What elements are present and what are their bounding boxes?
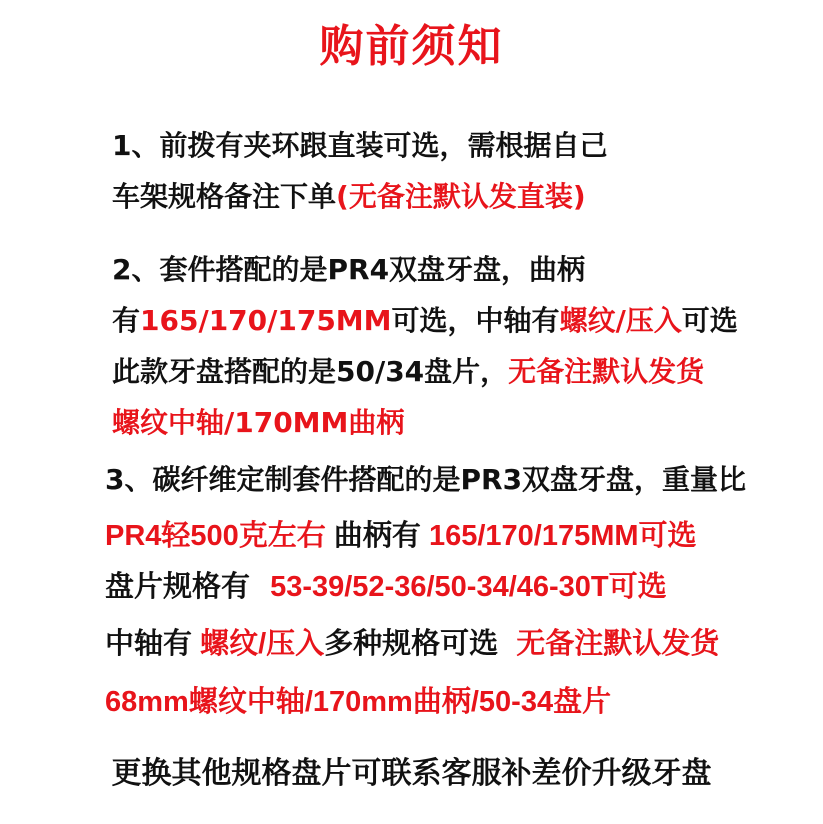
section3-line5: 68mm螺纹中轴/170mm曲柄/50-34盘片: [105, 686, 612, 718]
section1-line2-red: (无备注默认发直装): [336, 180, 586, 213]
section3-bb-types: 螺纹/压入: [200, 628, 325, 660]
section3-line3: [105, 567, 667, 607]
section1-line2-black: 车架规格备注下单: [112, 180, 337, 213]
section3-line4-c: 多种规格可选: [324, 628, 499, 660]
section2-line2-e: 可选: [681, 304, 738, 337]
section3-line2: [105, 516, 697, 556]
section1-line2: [112, 177, 586, 217]
section2-bb-types: 螺纹/压入: [559, 304, 682, 337]
section2-line2: [112, 301, 738, 341]
section2-line2-a: 有: [112, 304, 141, 337]
section1-line1: 1、前拨有夹环跟直装可选，需根据自己: [112, 129, 608, 162]
section2-line3: [112, 352, 704, 392]
section2-line3-red: 无备注默认发货: [508, 355, 705, 388]
section3-chainring-specs: 53-39/52-36/50-34/46-30T可选: [270, 571, 667, 603]
page-title: 购前须知: [319, 21, 504, 72]
section3-line4-a: 中轴有: [105, 628, 193, 660]
section2-line2-c: 可选，中轴有: [391, 304, 560, 337]
section2-line3-black: 此款牙盘搭配的是50/34盘片，: [112, 355, 509, 388]
section2-line4: 螺纹中轴/170MM曲柄: [112, 406, 405, 439]
section3-line3-a: 盘片规格有: [105, 571, 251, 603]
section3-weight: PR4轻500克左右: [105, 520, 326, 552]
section3-line1: 3、碳纤维定制套件搭配的是PR3双盘牙盘，重量比: [105, 463, 747, 496]
footer-note: 更换其他规格盘片可联系客服补差价升级牙盘: [111, 756, 712, 791]
section2-line1: 2、套件搭配的是PR4双盘牙盘，曲柄: [112, 253, 586, 286]
section3-line4: [105, 624, 719, 664]
section3-line2-b: 曲柄有: [333, 520, 421, 552]
section3-line4-d: 无备注默认发货: [516, 628, 720, 660]
section3-crank-sizes: 165/170/175MM可选: [428, 520, 697, 552]
section2-crank-sizes: 165/170/175MM: [140, 304, 392, 337]
